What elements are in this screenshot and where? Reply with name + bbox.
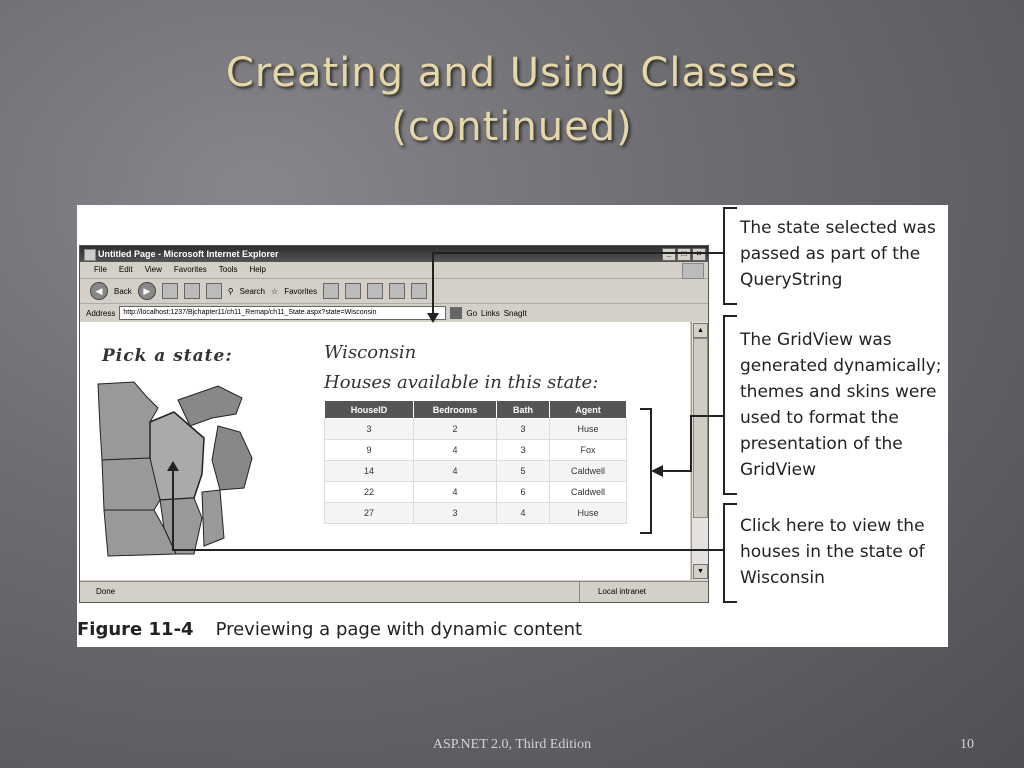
slide-footer: ASP.NET 2.0, Third Edition: [432, 737, 592, 752]
click-pointer: [173, 467, 723, 550]
houses-heading: Houses available in this state:: [324, 372, 599, 393]
links-label[interactable]: Links: [481, 308, 500, 318]
status-text: Done: [96, 587, 116, 596]
table-cell: 4: [414, 440, 497, 461]
browser-title: Untitled Page - Microsoft Internet Explorer: [98, 249, 279, 259]
close-button[interactable]: ×: [692, 248, 706, 261]
gridview-arrowhead: [651, 465, 663, 477]
table-cell: 5: [497, 461, 550, 482]
table-cell: Fox: [550, 440, 627, 461]
figure: [77, 205, 948, 647]
callout-bracket-click: [723, 503, 737, 603]
bracket-gridview-pointer: [640, 409, 651, 533]
menu-view[interactable]: View: [144, 265, 162, 274]
slide-title: [0, 46, 1024, 154]
title-line-1: Creating and Using Classes: [225, 50, 799, 96]
table-cell: 3: [497, 419, 550, 440]
page-number: 10: [960, 737, 974, 752]
go-button-label[interactable]: Go: [466, 308, 478, 318]
col-bedrooms: Bedrooms: [414, 401, 497, 419]
search-button-label[interactable]: Search: [239, 286, 266, 296]
querystring-pointer: [433, 253, 723, 317]
menu-favorites[interactable]: Favorites: [173, 265, 207, 274]
menu-edit[interactable]: Edit: [118, 265, 133, 274]
back-button-label[interactable]: Back: [114, 286, 132, 296]
table-cell: 14: [325, 461, 414, 482]
menu-help[interactable]: Help: [249, 265, 266, 274]
back-arrow-icon[interactable]: ◀: [90, 282, 108, 300]
state-name: Wisconsin: [324, 342, 417, 363]
table-cell: Huse: [550, 419, 627, 440]
zone-text: Local intranet: [579, 582, 708, 602]
callout-gridview: The GridView was generated dynamically; themes and skins were used to format the presentation of the GridView: [740, 330, 942, 480]
address-input[interactable]: http://localhost:1237/Bjchapter11/ch11_Remap/ch11_State.aspx?state=Wisconsin: [119, 306, 446, 320]
table-cell: 3: [325, 419, 414, 440]
click-arrowhead: [167, 461, 179, 471]
favorites-button-label[interactable]: Favorites: [284, 286, 318, 296]
scroll-up-icon[interactable]: ▲: [693, 323, 708, 338]
table-cell: 3: [414, 503, 497, 524]
menu-file[interactable]: File: [94, 265, 107, 274]
snagit-label[interactable]: SnagIt: [503, 308, 527, 318]
table-cell: 3: [497, 440, 550, 461]
address-label: Address: [86, 308, 116, 318]
gridview-pointer: [655, 416, 723, 471]
callout-bracket-querystring: [723, 207, 737, 305]
favorites-star-icon[interactable]: ☆: [271, 286, 279, 296]
callout-bracket-gridview: [723, 315, 737, 495]
pick-state-label: Pick a state:: [102, 346, 233, 366]
title-line-2: (continued): [391, 104, 633, 150]
table-cell: Caldwell: [550, 461, 627, 482]
forward-arrow-icon[interactable]: ▶: [138, 282, 156, 300]
table-cell: 2: [414, 419, 497, 440]
table-cell: 4: [497, 503, 550, 524]
querystring-arrowhead: [427, 313, 439, 323]
table-cell: Huse: [550, 503, 627, 524]
search-icon[interactable]: ⚲: [227, 286, 234, 296]
table-cell: Caldwell: [550, 482, 627, 503]
table-cell: 6: [497, 482, 550, 503]
figure-caption-text: Previewing a page with dynamic content: [215, 619, 583, 640]
scroll-down-icon[interactable]: ▼: [693, 564, 708, 579]
menu-tools[interactable]: Tools: [218, 265, 238, 274]
figure-caption: [77, 619, 582, 640]
maximize-button[interactable]: □: [677, 248, 691, 261]
table-cell: 4: [414, 482, 497, 503]
col-houseid: HouseID: [325, 401, 414, 419]
table-cell: 4: [414, 461, 497, 482]
table-cell: 22: [325, 482, 414, 503]
table-cell: 27: [325, 503, 414, 524]
minimize-button[interactable]: _: [662, 248, 676, 261]
callout-click: Click here to view the houses in the state of Wisconsin: [740, 516, 925, 588]
table-cell: 9: [325, 440, 414, 461]
col-agent: Agent: [550, 401, 627, 419]
figure-label: Figure 11-4: [77, 619, 194, 640]
col-bath: Bath: [497, 401, 550, 419]
callout-querystring: The state selected was passed as part of the QueryString: [740, 218, 936, 290]
